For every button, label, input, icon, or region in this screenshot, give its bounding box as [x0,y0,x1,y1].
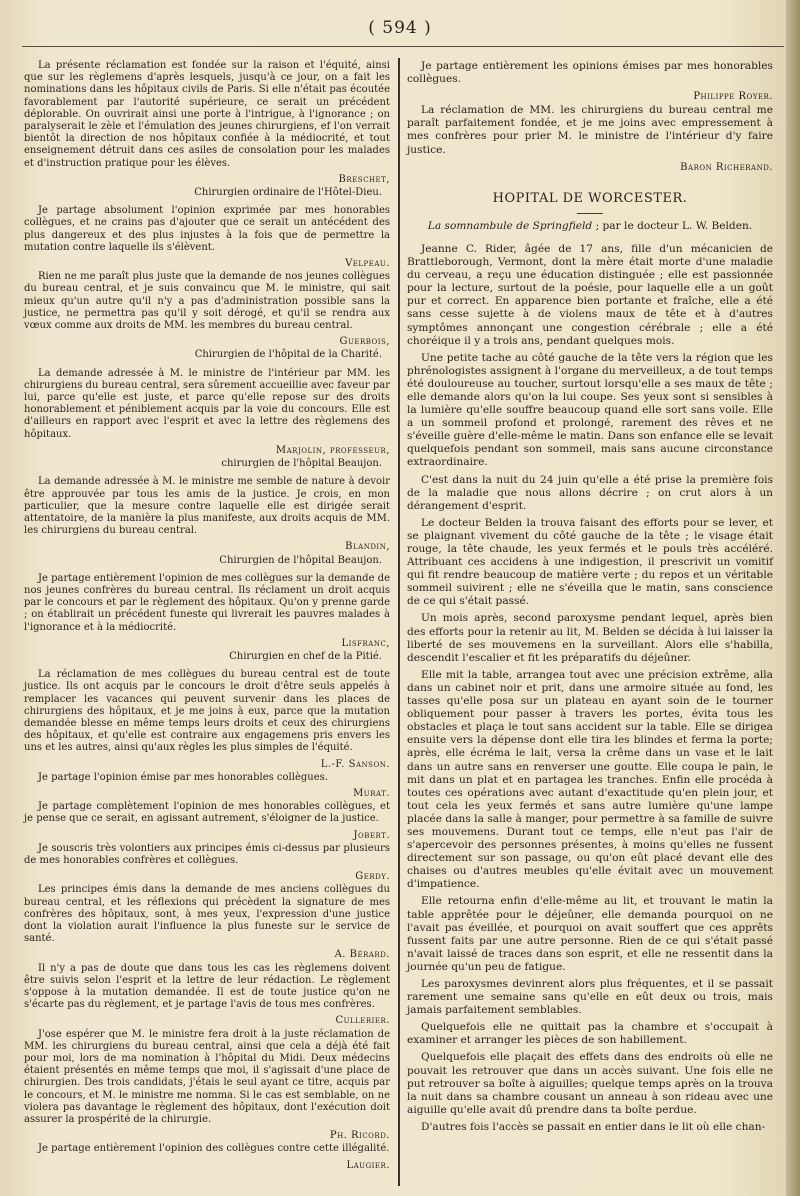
paragraph: Je partage entièrement l'opinion de mes collègues sur la demande de nos jeunes confrères du bureau central. Ils réclament un droit acquis par le concours et par le règlement des hôpitaux. Qu'on y prenne garde ; on établirait un précédent funeste qui livrerait les pauvres malades à l'ignorance et à la médiocrité. [24,572,390,633]
article-paragraph: Les paroxysmes devinrent alors plus fréquentes, et il se passait rarement une semaine sans qu'elle en eût deux ou trois, mais jamais parfaitement semblables. [407,978,773,1017]
signature-name: Cullerier. [335,1015,390,1027]
paragraph: La réclamation de mes collègues du bureau central est de toute justice. Ils ont acquis par le concours le droit d'être seuls appelés à remplacer les vacances qui peuvent survenir dans les places de chirurgiens des hôpitaux, et je me joins à eux, parce que la mutation demandée blesse en même temps leurs droits et ceux des chirurgiens des hôpitaux, et qu'elle est contraire aux engagemens pris envers les uns et les autres, ainsi qu'aux règles les plus simples de l'équité. [24,669,390,754]
paragraph: Je partage entièrement les opinions émises par mes honorables collègues. [407,60,773,86]
signature-name: Baron Richerand. [680,161,773,173]
title-rule [577,213,603,214]
paragraph: Je souscris très volontiers aux principes émis ci-dessus par plusieurs de mes honorables confrères et collègues. [24,842,390,866]
left-column [24,60,390,1173]
signature-title: Chirurgien ordinaire de l'Hôtel-Dieu. [194,187,382,199]
paragraph: Je partage absolument l'opinion exprimée par mes honorables collègues, et ne crains pas d'ajouter que ce serait un antécédent des plus dangereux et des plus injustes à la fois que de permettre la mutation contre laquelle ils s'élèvent. [24,205,390,253]
paragraph: Il n'y a pas de doute que dans tous les cas les règlemens doivent être suivis selon l'esprit et la lettre de leur rédaction. Le règlement s'oppose à la mutation demandée. Il est de toute justice qu'on ne s'écarte pas du règlement, et je partage l'avis de tous mes confrères. [24,962,390,1011]
paragraph: Je partage complètement l'opinion de mes honorables collègues, et je pense que ce serait, en agissant autrement, s'éloigner de la justice. [24,801,390,825]
paragraph: La demande adressée à M. le ministre me semble de nature à devoir être approuvée par tous les amis de la justice. Je crois, en mon particulier, que la mesure contre laquelle elle est dirigée serait attentatoire, de la manière la plus manifeste, aux droits acquis de MM. les chirurgiens du bureau central. [24,476,390,537]
signature-title: Chirurgien de l'hôpital de la Charité. [194,349,382,361]
page-binding-edge [786,0,800,1196]
signature-name: A. Bérard. [334,949,390,961]
header-rule [22,46,784,47]
signature-name: Philippe Royer. [693,91,773,103]
signature-name: Murat. [353,787,390,799]
article-paragraph: Quelquefois elle plaçait des effets dans des endroits où elle ne pouvait les retrouver que dans un accès suivant. Une fois elle ne put retrouver sa boîte à aiguilles; quelque temps après on la trouva la nuit dans sa chambre cousant un anneau à son rideau avec une aiguille qu'elle avait dû prendre dans ta boîte perdue. [407,1051,773,1116]
signature-name: Laugier. [346,1159,390,1171]
article-paragraph: D'autres fois l'accès se passait en entier dans le lit où elle chan- [421,1120,766,1133]
article-paragraph: Elle mit la table, arrangea tout avec une précision extrême, alla dans un cabinet noir et prit, dans une armoire située au fond, les tasses qu'elle posa sur un plateau en ayant soin de le tourner obliquement pour passer à travers les portes, évita tous les obstacles et plaça le tout sans accident sur la table. Elle se dirigea ensuite vers la dépense dont elle tira les blindes et ferma la porte; après, elle écréma le lait, versa la crême dans un vase et le lait dans un autre sans en renverser une goutte. Elle coupa le pain, le mit dans un plat et en partagea les tranches. Enfin elle procéda à toutes ces opérations avec autant d'exactitude qu'en plein jour, et tout cela les yeux fermés et sans autre lumière qu'une lampe placée dans la salle à manger, pour permettre à sa famille de suivre ses mouvemens. Durant tout ce temps, elle n'eut pas l'air de s'apercevoir des personnes présentes, à moins qu'elles ne fussent directement sur son passage, ou qu'on eût placé devant elle des chaises ou d'autres meubles qu'elle évitait avec un mouvement d'impatience. [407,668,773,891]
article-subtitle-italic: La somnambule de Springfield [427,219,593,232]
paragraph: Je partage l'opinion émise par mes honorables collègues. [38,771,328,783]
signature-name: Breschet, [338,173,390,185]
article-title: HOPITAL DE WORCESTER. [492,190,688,206]
signature-name: Marjolin, professeur, [275,444,390,456]
article-paragraph: Jeanne C. Rider, âgée de 17 ans, fille d'un mécanicien de Brattleborough, Vermont, dont la mère était morte d'une maladie du cerveau, a reçu une éducation distinguée ; elle est passionnée pour la lecture, surtout de la poésie, pour laquelle elle a un goût pur et correct. En apparence bien portante et fraîche, elle a été sans cesse sujette à de violens maux de tête et à d'autres symptômes annonçant une congestion cérébrale ; elle a été choréique il y a trois ans, pendant quelques mois. [407,242,773,347]
right-column-signatures [407,60,773,174]
signature-name: Ph. Ricord. [329,1130,390,1142]
signature-title: Chirurgien en chef de la Pitié. [229,650,382,662]
signature-name: Guerbois, [339,336,390,348]
article-paragraph: Elle retourna enfin d'elle-même au lit, et trouvant le matin la table apprêtée pour le déjeûner, elle demanda pourquoi on ne l'avait pas éveillée, et pourquoi on avait souffert que ces apprêts fussent faits par une autre personne. Rien de ce qui s'était passé n'avait laissé de traces dans son esprit, et elle ne ressentit dans la journée qu'un peu de fatigue. [407,895,773,973]
article-paragraph: Quelquefois elle ne quittait pas la chambre et s'occupait à examiner et arranger les pièces de son habillement. [407,1021,773,1047]
paragraph: La présente réclamation est fondée sur la raison et l'équité, ainsi que sur les règlemens d'après lesquels, jusqu'à ce jour, on a fait les nominations dans les hôpitaux civils de Paris. Si elle n'était pas écoutée favorablement par l'autorité supérieure, ce serait un précédent déplorable. On ouvrirait ainsi une porte à l'intrigue, à l'ignorance ; on paralyserait le zèle et l'émulation des jeunes chirurgiens, ef l'on verrait bientôt la direction de nos hôpitaux confiée à la médiocrité, et tout enseignement détruit dans ces asiles de consolation pour les malades et d'instruction pratique pour les élèves. [24,60,390,169]
paragraph: J'ose espérer que M. le ministre fera droit à la juste réclamation de MM. les chirurgiens du bureau central, ainsi que cela a déjà été fait pour moi, lors de ma nomination à l'hôpital du Midi. Deux médecins étaient présentés en même temps que moi, il s'agissait d'une place de chirurgien. Des trois candidats, j'étais le seul ayant ce titre, acquis par le concours, et M. le ministre me nomma. Si le cas est semblable, on ne violera pas davantage le règlement des hôpitaux, dont l'exécution doit assurer la prospérité de la chirurgie. [24,1028,390,1126]
signature-name: L.-F. Sanson. [320,758,390,770]
column-divider [398,58,400,1186]
article-paragraph: C'est dans la nuit du 24 juin qu'elle a été prise la première fois de la maladie que nous allons décrire ; on crut alors à un dérangement d'esprit. [407,473,773,512]
signature-name: Gerdy. [355,871,390,883]
paragraph: Rien ne me paraît plus juste que la demande de nos jeunes collègues du bureau central, et je suis convaincu que M. le ministre, qui sait mieux qu'un autre qu'il n'y a pas d'administration possible sans la justice, ne permettra pas qu'il y soit dérogé, et qu'il se rendra aux vœux comme aux droits de MM. les membres du bureau central. [24,271,390,332]
article-subtitle-author: ; par le docteur L. W. Belden. [592,219,753,232]
signature-title: Chirurgien de l'hôpital Beaujon. [219,554,382,566]
article-paragraph: Un mois après, second paroxysme pendant lequel, après bien des efforts pour la retenir au lit, M. Belden se décida à lui laisser la liberté de ses mouvemens en la surveillant. Alors elle s'habilla, descendit l'escalier et fit les préparatifs du déjeûner. [407,612,773,664]
article-subtitle [407,220,773,233]
signature-name: Velpeau. [345,258,390,270]
paragraph: La demande adressée à M. le ministre de l'intérieur par MM. les chirurgiens du bureau central, sera sûrement accueillie avec faveur par lui, parce qu'elle est juste, et parce qu'elle repose sur des droits honorablement et péniblement acquis par la voie du concours. Elle est d'ailleurs en rapport avec l'esprit et avec la lettre des règlemens des hôpitaux. [24,367,390,440]
paragraph: Je partage entièrement l'opinion des collègues contre cette illégalité. [38,1143,390,1155]
signature-name: Jobert. [353,829,390,841]
signature-name: Lisfranc, [341,637,390,649]
paragraph: Les principes émis dans la demande de mes anciens collègues du bureau central, et les réflexions qui précèdent la signature de mes confrères des hôpitaux, sont, à mes yeux, l'expression d'une justice dont la violation aurait l'influence la plus funeste sur le service de santé. [24,884,390,945]
signature-name: Blandin, [345,541,390,553]
right-column [407,60,773,1138]
article-paragraph: Une petite tache au côté gauche de la tête vers la région que les phrénologistes assignent à l'organe du merveilleux, a de tout temps été douloureuse au toucher, surtout lorsqu'elle a ses maux de tête ; elle demande alors qu'on la lui coupe. Ses yeux sont si sensibles à la lumière qu'elle souffre beaucoup quand elle sort sans voile. Elle a un sommeil profond et prolongé, rarement des rêves et ne s'éveille guère d'elle-même le matin. Dans son enfance elle se levait quelquefois pendant son sommeil, mais sans aucune circonstance extraordinaire. [407,351,773,469]
page-number: ( 594 ) [368,18,432,38]
signature-title: chirurgien de l'hôpital Beaujon. [221,458,382,470]
article-body [407,243,773,1134]
paragraph: La réclamation de MM. les chirurgiens du bureau central me paraît parfaitement fondée, et je me joins avec empressement à mes confrères pour prier M. le ministre de l'intérieur d'y faire justice. [407,104,773,156]
article-paragraph: Le docteur Belden la trouva faisant des efforts pour se lever, et se plaignant vivement du côté gauche de la tête ; le visage était rouge, la tête chaude, les yeux fermés et le pouls très accéléré. Attribuant ces accidens à une indigestion, il prescrivit un vomitif qui fit rendre beaucoup de matière verte ; du repos et un véritable sommeil suivirent ; elle ne s'éveilla que le matin, sans conscience de ce qui s'était passé. [407,516,773,608]
